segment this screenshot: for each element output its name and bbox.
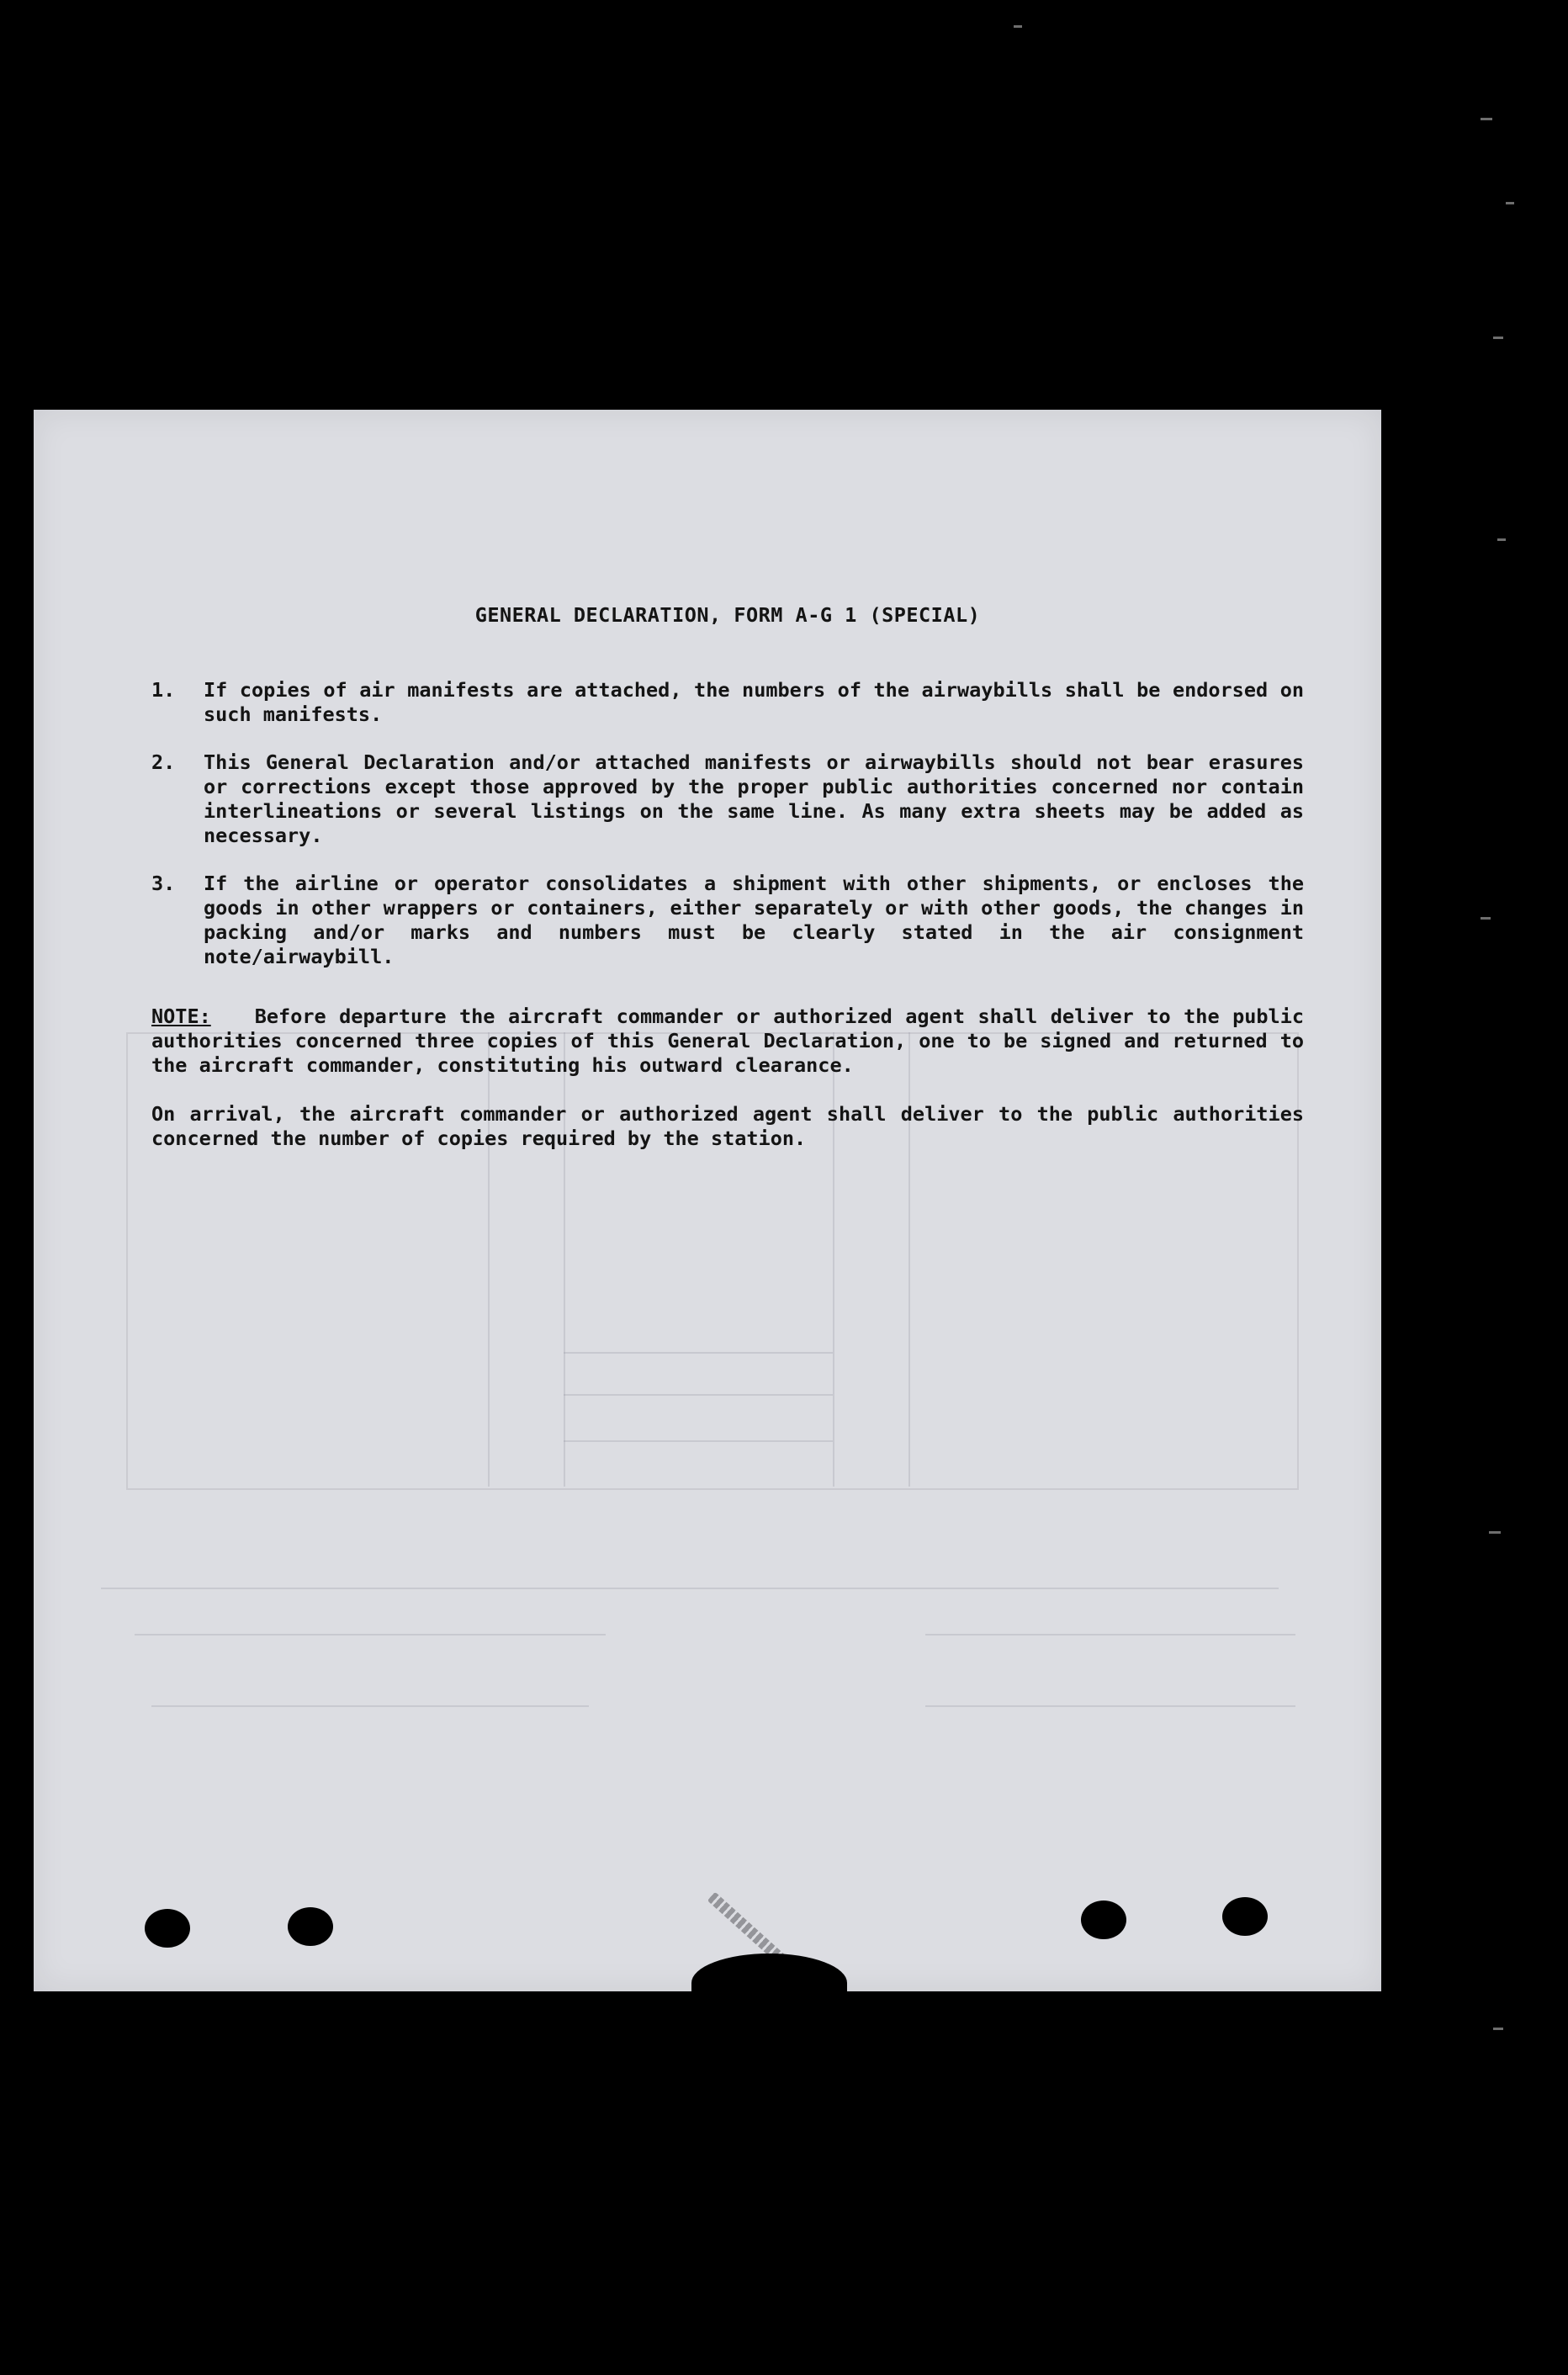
edge-speck xyxy=(1014,25,1022,28)
edge-speck xyxy=(1481,917,1491,920)
show-through-line xyxy=(135,1634,606,1635)
item-text: If copies of air manifests are attached, the numbers of the airwaybills shall be endorsed on such manifests. xyxy=(204,678,1304,726)
document-page xyxy=(34,410,1381,1991)
note-paragraph xyxy=(151,1005,1304,1078)
instruction-item xyxy=(151,750,1304,848)
item-number: 1. xyxy=(151,678,176,702)
note-label: NOTE: xyxy=(151,1005,211,1028)
edge-speck xyxy=(1481,118,1492,120)
note-text: Before departure the aircraft commander or authorized agent shall deliver to the public authorities concerned three copies of this General Declaration, one to be signed and returned to the aircraft commander, constituting his outward clearance. xyxy=(151,1005,1304,1077)
edge-speck xyxy=(1493,2028,1503,2030)
punch-hole xyxy=(288,1907,333,1946)
punch-hole xyxy=(145,1909,190,1948)
item-text: This General Declaration and/or attached manifests or airwaybills should not bear erasures or corrections except those approved by the proper public authorities concerned nor contain interlineations or several listings on the same line. As many extra sheets may be added as necessary. xyxy=(204,750,1304,847)
edge-speck xyxy=(1489,1531,1501,1534)
instruction-item xyxy=(151,872,1304,969)
show-through-line xyxy=(925,1705,1295,1707)
arrival-paragraph: On arrival, the aircraft commander or authorized agent shall deliver to the public authorities concerned the number of copies required by the station. xyxy=(151,1102,1304,1150)
edge-speck xyxy=(1497,538,1506,541)
item-number: 2. xyxy=(151,750,176,774)
document-title: GENERAL DECLARATION, FORM A-G 1 (SPECIAL) xyxy=(474,603,981,627)
instruction-item xyxy=(151,678,1304,727)
punch-hole xyxy=(1081,1901,1126,1939)
show-through-line xyxy=(564,1352,833,1354)
show-through-line xyxy=(151,1705,589,1707)
edge-speck xyxy=(1493,337,1503,339)
declaration-text xyxy=(151,603,1304,1151)
show-through-line xyxy=(925,1634,1295,1635)
show-through-line xyxy=(564,1440,833,1442)
torn-edge xyxy=(691,1954,847,2012)
show-through-line xyxy=(101,1588,1279,1589)
edge-speck xyxy=(1506,202,1514,204)
punch-hole xyxy=(1222,1897,1268,1936)
item-number: 3. xyxy=(151,872,176,895)
show-through-line xyxy=(564,1394,833,1396)
item-text: If the airline or operator consolidates a shipment with other shipments, or encloses the goods in other wrappers or containers, either separately or with other goods, the changes in packing and/or marks and numbers must be clearly stated in the air consignment note/airwaybill. xyxy=(204,872,1304,968)
